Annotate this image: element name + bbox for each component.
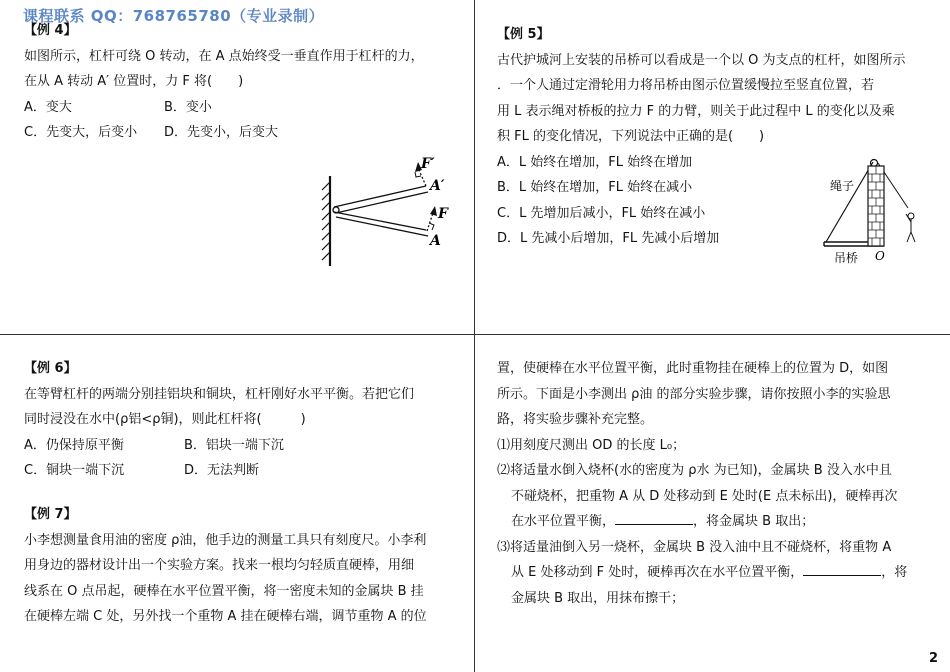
ex4-option-a: A．变大 [24,99,72,115]
example-6 [24,356,464,484]
ex6-line-1: 在等臂杠杆的两端分别挂铝块和铜块，杠杆刚好水平平衡。若把它们 [24,386,415,402]
ex7c-step-2-line-3a: 在水平位置平衡， [511,514,616,529]
ex5-label-bridge: 吊桥 [834,251,859,265]
ex7c-step-3-line-1: ⑶将适量油倒入另一烧杯，金属块 B 没入油中且不碰烧杯，将重物 A [497,539,892,555]
ex7c-step-3-line-3: 金属块 B 取出，用抹布擦干； [511,590,685,606]
ex4-option-d: D．先变小，后变大 [164,125,279,140]
ex7-line-3: 线系在 O 点吊起，硬棒在水平位置平衡，将一密度未知的金属块 B 挂 [24,583,424,599]
ex4-option-c: C．先变大，后变小 [24,125,138,140]
vertical-divider [474,0,475,672]
ex5-line-4: 积 FL 的变化情况，下列说法中正确的是( ) [497,129,765,144]
ex6-option-d: D．无法判断 [184,463,260,478]
ex4-label-a: A [430,233,441,249]
ex4-line-1: 如图所示，杠杆可绕 O 转动，在 A 点始终受一垂直作用于杠杆的力， [24,48,424,64]
ex7c-step-1: ⑴用刻度尺测出 OD 的长度 L₀； [497,437,686,453]
ex6-option-b: B．铝块一端下沉 [184,437,284,453]
ex4-option-b: B．变小 [164,99,212,115]
ex6-line-2: 同时浸没在水中(ρ铝<ρ铜)，则此杠杆将( ) [24,412,306,427]
ex7-line-4: 在硬棒左端 C 处，另外找一个重物 A 挂在硬棒右端，调节重物 A 的位 [24,609,427,624]
ex5-line-2: ．一个人通过定滑轮用力将吊桥由图示位置缓慢拉至竖直位置，若 [497,78,875,93]
ex6-option-a: A．仍保持原平衡 [24,437,124,453]
ex5-title: 【例 5】 [497,27,550,42]
ex4-title: 【例 4】 [24,23,77,38]
ex7c-step-2-line-1: ⑵将适量水倒入烧杯(水的密度为 ρ水 为已知)，金属块 B 没入水中且 [497,463,892,478]
course-contact-header: 课程联系 QQ：768765780（专业录制） [23,7,325,25]
ex6-title: 【例 6】 [24,361,77,376]
ex7c-step-2-answer-blank[interactable] [615,510,693,525]
ex5-option-c: C．L 先增加后减小，FL 始终在减小 [497,205,706,221]
ex7c-step-3-line-2b: ，将 [881,565,908,580]
page-number: 2 [928,651,938,666]
ex7c-step-3-answer-blank[interactable] [803,561,881,576]
ex7c-line-1: 置，使硬棒在水平位置平衡，此时重物挂在硬棒上的位置为 D，如图 [497,361,889,376]
ex5-label-rope: 绳子 [830,179,855,193]
example-4 [24,18,464,146]
ex7-title: 【例 7】 [24,507,77,522]
ex4-label-f-prime: F′ [421,156,435,172]
ex7c-step-2-line-2: 不碰烧杯，把重物 A 从 D 处移动到 E 处时(E 点未标出)，硬棒再次 [511,488,898,504]
ex7c-step-3-line-2a: 从 E 处移动到 F 处时，硬棒再次在水平位置平衡， [511,565,804,580]
ex6-option-c: C．铜块一端下沉 [24,463,125,478]
example-7 [24,502,464,630]
ex5-drawbridge-figure [822,158,932,268]
ex4-lever-figure [318,150,468,270]
ex5-label-o: O [875,249,885,263]
ex7-line-2: 用身边的器材设计出一个实验方案。找来一根均匀轻质直硬棒，用细 [24,558,415,573]
ex5-option-b: B．L 始终在增加，FL 始终在减小 [497,180,693,195]
ex4-line-2: 在从 A 转动 A′ 位置时，力 F 将( ) [24,74,244,89]
ex7c-line-3: 路，将实验步骤补充完整。 [497,412,654,427]
ex5-option-d: D．L 先减小后增加，FL 先减小后增加 [497,231,720,246]
ex5-line-1: 古代护城河上安装的吊桥可以看成是一个以 O 为支点的杠杆，如图所示 [497,52,906,68]
ex4-label-a-prime: A′ [430,178,445,194]
ex5-line-3: 用 L 表示绳对桥板的拉力 F 的力臂，则关于此过程中 L 的变化以及乘 [497,103,895,119]
ex5-option-a: A．L 始终在增加，FL 始终在增加 [497,154,693,170]
ex4-label-f: F [438,206,448,222]
ex7c-line-2: 所示。下面是小李测出 ρ油 的部分实验步骤，请你按照小李的实验思 [497,386,891,402]
ex7-line-1: 小李想测量食用油的密度 ρ油，他手边的测量工具只有刻度尺。小李利 [24,532,427,548]
horizontal-divider [0,334,950,335]
example-7-continued [497,356,937,611]
ex7c-step-2-line-3b: ，将金属块 B 取出； [693,514,815,529]
